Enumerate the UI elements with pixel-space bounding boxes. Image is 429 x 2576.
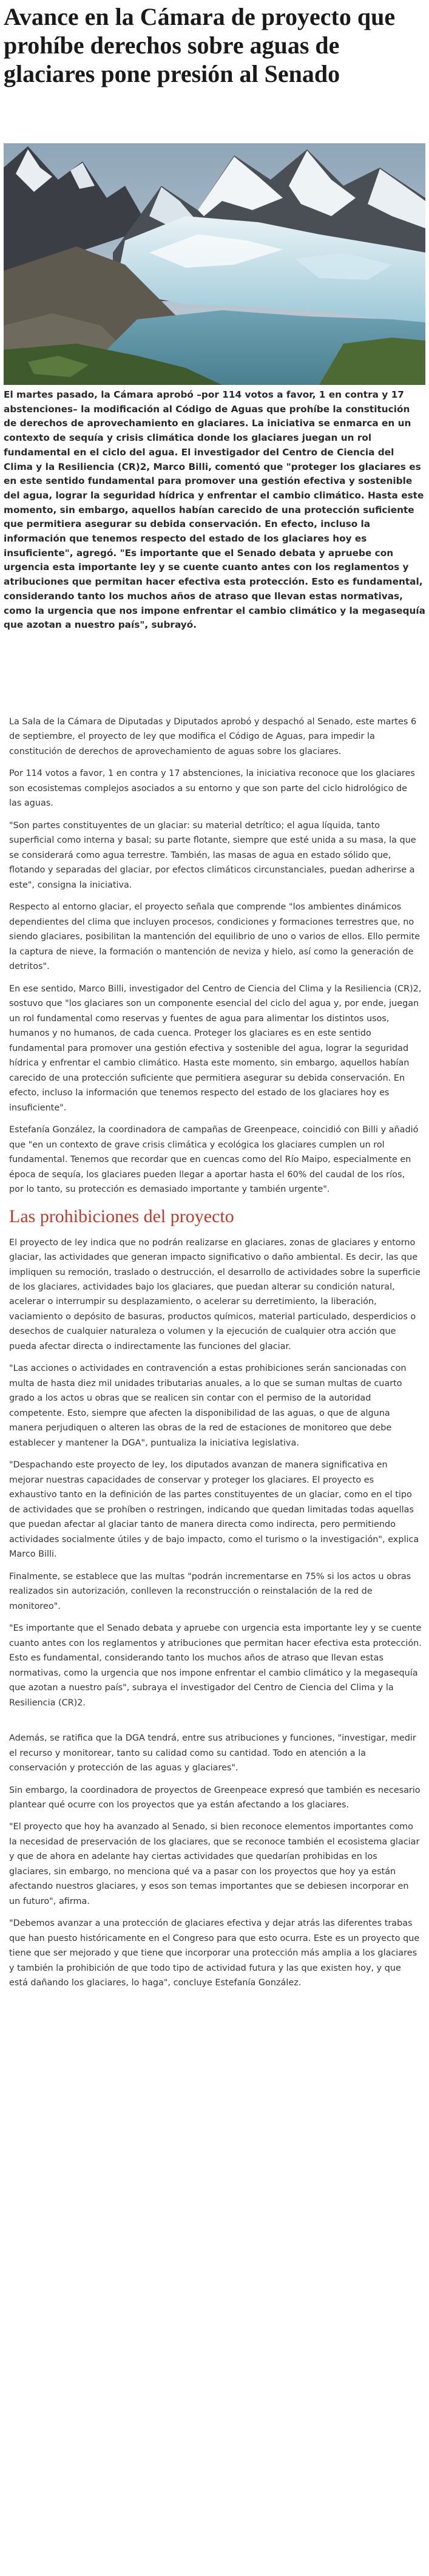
body-paragraph: "Despachando este proyecto de ley, los diputados avanzan de manera significativa en mejorar nuestras capacidades de conservar y proteger los glaciares. El proyecto es exhaustivo tanto en la definición de las partes constituyentes de un glaciar, como en el tipo de actividades que se prohíben o restringen, indicando que quedan limitadas todas aquellas que puedan afectar al glaciar tanto de manera directa como indirecta, pero permitiendo actividades socialmente útiles y de bajo impacto, como el turismo o la investigación", explica Marco Billi.	[9, 1460, 419, 1560]
body-paragraph: "Es importante que el Senado debata y apruebe con urgencia esta importante ley y se cuente cuanto antes con los reglamentos y atribuciones que permitan hacer efectiva esta protección. Esto es fundamental, considerando tanto los muchos años de atraso que llevan estas normativas, como la urgencia que nos impone enfrentar el cambio climático y la megasequía que azotan a nuestro país", subraya el investigador del Centro de Ciencia del Clima y la Resiliencia (CR)2.	[9, 1623, 422, 1708]
body-paragraph: Estefanía González, la coordinadora de campañas de Greenpeace, coincidió con Billi y añadió que "en un contexto de grave crisis climática y ecológica los glaciares cumplen un rol fundamental. Tenemos que recordar que en cuencas como del Río Maipo, especialmente en época de sequía, los glaciares pueden llegar a aportar hasta el 60% del caudal de los ríos, por lo tanto, su protección es demasiado importante y también urgente".	[9, 1125, 419, 1195]
article-body	[4, 715, 425, 1991]
body-paragraph: En ese sentido, Marco Billi, investigador del Centro de Ciencia del Clima y la Resiliencia (CR)2, sostuvo que "los glaciares son un componente esencial del ciclo del agua y, por ende, juegan un rol fundamental como reservas y fuentes de agua para alimentar los distintos usos, humanos y no humanos, de cada cuenca. Proteger los glaciares es en este sentido fundamental para promover una gestión efectiva y sostenible del agua, lograr la seguridad hídrica y enfrentar el cambio climático. Hasta este momento, sin embargo, aquellos habían carecido de una protección suficiente que permitiera asegurar su debida conservación. En efecto, incluso la información que tenemos respecto del estado de los glaciares hoy es insuficiente".	[9, 984, 422, 1113]
body-paragraph: Sin embargo, la coordinadora de proyectos de Greenpeace expresó que también es necesario plantear qué ocurre con los proyectos que ya están afectando a los glaciares.	[9, 1785, 421, 1810]
body-paragraph: "Debemos avanzar a una protección de glaciares efectiva y dejar atrás las diferentes trabas que han puesto históricamente en el Congreso para que esto ocurra. Este es un proyecto que tiene que ser mejorado y que tiene que incorporar una protección más amplia a los glaciares y también la prohibición de que todo tipo de actividad futura y las que existen hoy, y que está dañando los glaciares, lo haga", concluye Estefanía González.	[9, 1918, 420, 1988]
spacer	[9, 1718, 422, 1731]
body-paragraph: Además, se ratifica que la DGA tendrá, entre sus atribuciones y funciones, "investigar, medir el recurso y monitorear, tanto su calidad como su cantidad. Todo en atención a la conservación y protección de las aguas y glaciares".	[9, 1733, 416, 1773]
body-paragraph: "Las acciones o actividades en contravención a estas prohibiciones serán sancionadas con multa de hasta diez mil unidades tributarias anuales, a lo que se suman multas de cuarto grado a los actos u obras que se realicen sin contar con el permiso de la autoridad competente. Esto, siempre que afecten la disponibilidad de las aguas, o que de alguna manera perjudiquen o alteren las obras de la red de estaciones de monitoreo que debe establecer y mantener la DGA", puntualiza la iniciativa legislativa.	[9, 1364, 407, 1448]
body-paragraph: "El proyecto que hoy ha avanzado al Senado, si bien reconoce elementos importantes como la necesidad de preservación de los glaciares, que se reconoce también el ecosistema glaciar y que de ahora en adelante hay ciertas actividades que quedarían prohibidas en los glaciares, sin embargo, no menciona qué va a pasar con los proyectos que hoy ya están afectando nuestros glaciares, y esos son temas importantes que se debiesen incorporar en un futuro", afirma.	[9, 1822, 420, 1906]
body-paragraph: "Son partes constituyentes de un glaciar: su material detrítico; el agua líquida, tanto superficial como interna y basal; su parte flotante, siempre que esté unida a su masa, la que se considerará como agua terrestre. También, las masas de agua en estado sólido que, flotando y separadas del glaciar, por efectos climáticos circunstanciales, puedan adherirse a este", consigna la iniciativa.	[9, 820, 416, 890]
body-paragraph: Finalmente, se establece que las multas "podrán incrementarse en 75% si los actos u obras realizados sin autorización, conlleven la reconstrucción o reinstalación de la red de monitoreo".	[9, 1571, 411, 1611]
body-paragraph: Respecto al entorno glaciar, el proyecto señala que comprende "los ambientes dinámicos dependientes del clima que incluyen procesos, condiciones y formaciones terrestres que, no siendo glaciares, posibilitan la mantención del equilibrio de uno o varios de ellos. Ello permite la captura de nieve, la formación o mantención de neviza y hielo, así como la generación de detritos".	[9, 902, 421, 972]
section-heading: Las prohibiciones del proyecto	[9, 1206, 234, 1226]
glacier-photo	[4, 143, 425, 385]
body-paragraph: El proyecto de ley indica que no podrán realizarse en glaciares, zonas de glaciares y entorno glaciar, las actividades que generan impacto significativo o daño ambiental. Es decir, las que impliquen su remoción, traslado o destrucción, el desarrollo de actividades sobre la superficie de los glaciares, actividades bajo los glaciares, que puedan alterar su condición natural, acelerar o interrumpir su desplazamiento, o acelerar su derretimiento, la liberación, vaciamiento o depósito de basuras, productos químicos, material particulado, desperdicios o desechos de cualquier naturaleza o volumen y la ejecución de cualquier otra acción que pueda afectar directa o indirectamente las funciones del glaciar.	[9, 1237, 421, 1351]
article-title: Avance en la Cámara de proyecto que prohíbe derechos sobre aguas de glaciares pone presión al Senado	[4, 3, 396, 88]
body-paragraph: La Sala de la Cámara de Diputadas y Diputados aprobó y despachó al Senado, este martes 6 de septiembre, el proyecto de ley que modifica el Código de Aguas, para impedir la constitución de derechos de aprovechamiento de aguas sobre los glaciares.	[9, 717, 417, 756]
body-paragraph: Por 114 votos a favor, 1 en contra y 17 abstenciones, la iniciativa reconoce que los glaciares son ecosistemas complejos asociados a su entorno y que son parte del ciclo hidrológico de las aguas.	[9, 769, 415, 809]
article-lead: El martes pasado, la Cámara aprobó –por 114 votos a favor, 1 en contra y 17 abstenciones– la modificación al Código de Aguas que prohíbe la constitución de derechos de aprovechamiento en glaciares. La iniciativa se enmarca en un contexto de sequía y crisis climática donde los glaciares juegan un rol fundamental en el ciclo del agua. El investigador del Centro de Ciencia del Clima y la Resiliencia (CR)2, Marco Billi, comentó que "proteger los glaciares es en este sentido fundamental para promover una gestión efectiva y sostenible del agua, lograr la seguridad hídrica y enfrentar el cambio climático. Hasta este momento, sin embargo, aquellos habían carecido de una protección suficiente que permitiera asegurar su debida conservación. En efecto, incluso la información que tenemos respecto del estado de los glaciares hoy es insuficiente", agregó. "Es importante que el Senado debata y apruebe con urgencia esta importante ley y se cuente cuanto antes con los reglamentos y atribuciones que permitan hacer efectiva esta protección. Esto es fundamental, considerando tanto los muchos años de atraso que llevan estas normativas, como la urgencia que nos impone enfrentar el cambio climático y la megasequía que azotan a nuestro país", subrayó.	[4, 389, 425, 631]
